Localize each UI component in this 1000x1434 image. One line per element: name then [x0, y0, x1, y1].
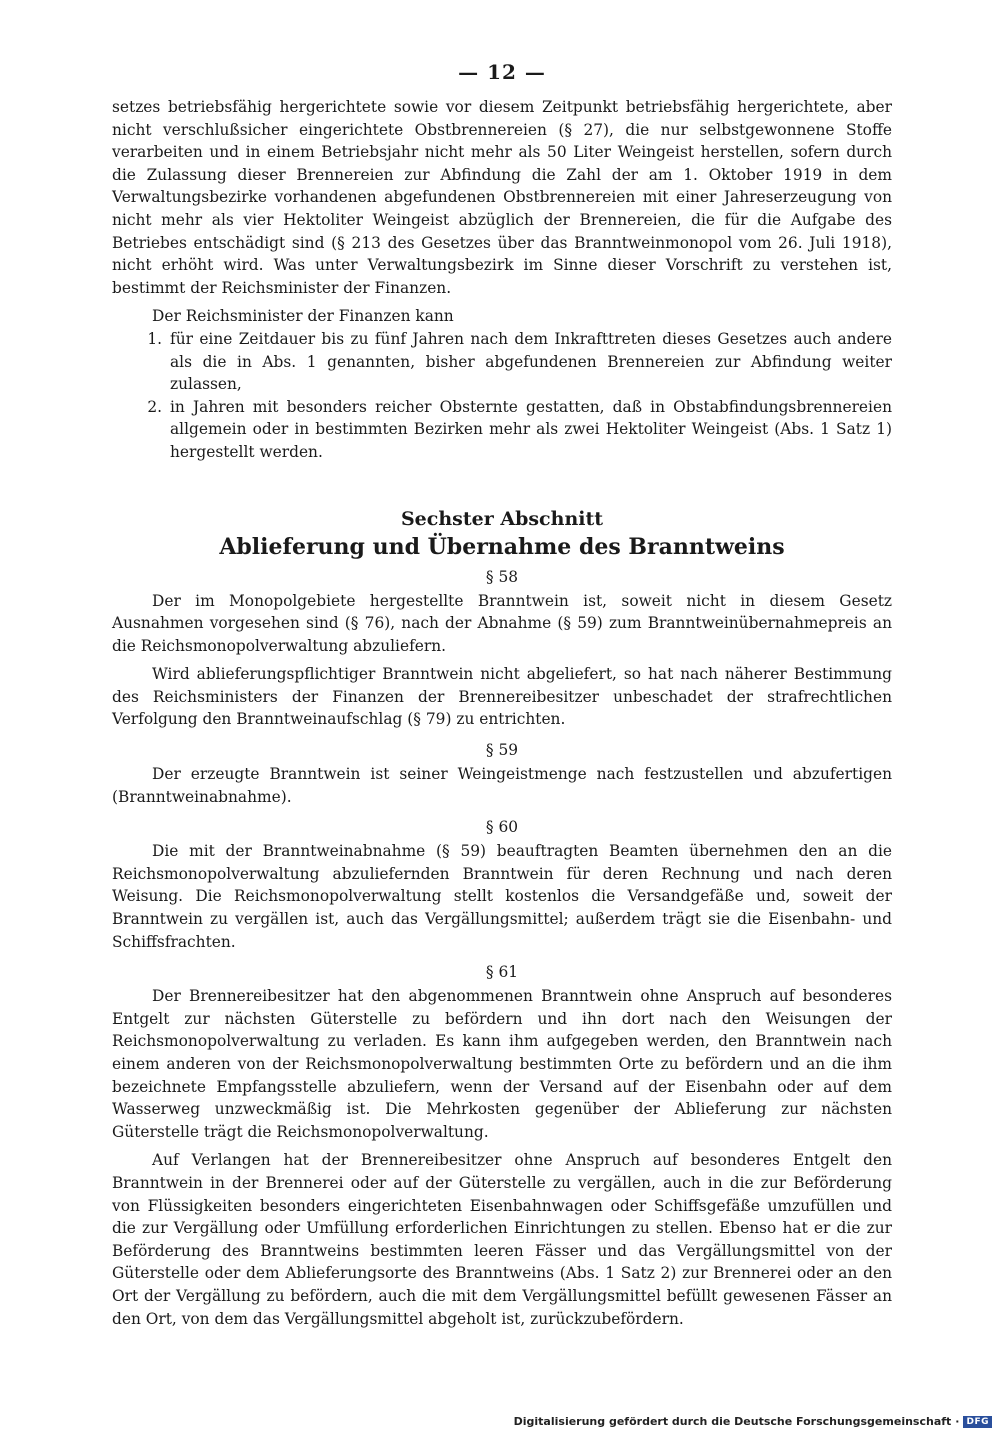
- footer-credit: Digitalisierung gefördert durch die Deutsche Forschungsgemeinschaft: [513, 1415, 952, 1428]
- section-subtitle: Ablieferung und Übernahme des Branntweins: [219, 533, 785, 560]
- paragraph-60-text-1: Die mit der Branntweinabnahme (§ 59) beauftragten Beamten übernehmen den an die Reichsmonopolverwaltung abzuliefernden Branntwein für deren Rechnung und nach deren Weisung. Die Reichsmonopolverwaltung stellt kostenlos die Versandgefäße und, soweit der Branntwein zu vergällen ist, auch das Vergällungsmittel; außerdem trägt sie die Eisenbahn- und Schiffsfrachten.: [112, 842, 892, 951]
- list-item: [112, 328, 892, 396]
- list-item-number: 1.: [147, 329, 162, 348]
- page-number: — 12 —: [458, 60, 546, 84]
- paragraph-heading-58: § 58: [485, 567, 519, 586]
- dfg-logo: DFG: [963, 1416, 992, 1428]
- section-title: Sechster Abschnitt: [400, 507, 604, 530]
- list-item-number: 2.: [147, 397, 162, 416]
- intro-paragraph: setzes betriebsfähig hergerichtete sowie vor diesem Zeitpunkt betriebsfähig hergerichtete, aber nicht verschlußsicher eingerichtete Obstbrennereien (§ 27), die nur selbstgewonnene Stoffe verarbeiten und in einem Betriebsjahr nicht mehr als 50 Liter Weingeist herstellen, sofern durch die Zulassung dieser Brennereien zur Abfindung die Zahl der am 1. Oktober 1919 in dem Verwaltungsbezirke vorhandenen abgefundenen Obstbrennereien mit einer Jahreserzeugung von nicht mehr als vier Hektoliter Weingeist abzüglich der Brennereien, die für die Aufgabe des Betriebes entschädigt sind (§ 213 des Gesetzes über das Branntweinmonopol vom 26. Juli 1918), nicht erhöht wird. Was unter Verwaltungsbezirk im Sinne dieser Vorschrift zu verstehen ist, bestimmt der Reichsminister der Finanzen.: [112, 98, 892, 297]
- list-item-text: für eine Zeitdauer bis zu fünf Jahren nach dem Inkrafttreten dieses Gesetzes auch andere als die in Abs. 1 genannten, bisher abgefundenen Brennereien zur Abfindung weiter zulassen,: [170, 329, 892, 394]
- document-page: [112, 60, 892, 1330]
- paragraph-58-text-2: Wird ablieferungspflichtiger Branntwein nicht abgeliefert, so hat nach näherer Bestimmung des Reichsministers der Finanzen der Brennereibesitzer unbeschadet der strafrechtlichen Verfolgung den Branntweinaufschlag (§ 79) zu entrichten.: [112, 665, 892, 729]
- digitization-footer: Digitalisierung gefördert durch die Deutsche Forschungsgemeinschaft · DFG: [514, 1415, 992, 1428]
- paragraph-59-text-1: Der erzeugte Branntwein ist seiner Weingeistmenge nach festzustellen und abzufertigen (Branntweinabnahme).: [112, 765, 892, 806]
- enumerated-list: [112, 328, 892, 464]
- list-item-text: in Jahren mit besonders reicher Obsternte gestatten, daß in Obstabfindungsbrennereien allgemein oder in bestimmten Bezirken mehr als zwei Hektoliter Weingeist (Abs. 1 Satz 1) hergestellt werden.: [170, 397, 892, 461]
- list-item: [112, 396, 892, 464]
- paragraph-61-text-2: Auf Verlangen hat der Brennereibesitzer ohne Anspruch auf besonderes Entgelt den Branntwein in der Brennerei oder auf der Güterstelle zu vergällen, auch in die zur Beförderung von Flüssigkeiten besonders eingerichteten Eisenbahnwagen oder Schiffsgefäße umzufüllen und die zur Vergällung oder Umfüllung erforderlichen Einrichtungen zu stellen. Ebenso hat er die zur Beförderung des Branntweins bestimmten leeren Fässer und das Vergällungsmittel von der Güterstelle oder dem Ablieferungsorte des Branntweins (Abs. 1 Satz 2) zur Brennerei oder an den Ort der Vergällung zu befördern, auch die mit dem Vergällungsmittel befüllt gewesenen Fässer an den Ort, von dem das Vergällungsmittel abgeholt ist, zurückzubefördern.: [112, 1151, 892, 1328]
- paragraph-heading-59: § 59: [485, 741, 519, 760]
- minister-line: Der Reichsminister der Finanzen kann: [152, 307, 454, 326]
- paragraph-heading-60: § 60: [485, 818, 519, 837]
- paragraph-58-text-1: Der im Monopolgebiete hergestellte Branntwein ist, soweit nicht in diesem Gesetz Ausnahmen vorgesehen sind (§ 76), nach der Abnahme (§ 59) zum Branntweinübernahmepreis an die Reichsmonopolverwaltung abzuliefern.: [112, 591, 892, 655]
- paragraph-heading-61: § 61: [485, 963, 519, 982]
- paragraph-61-text-1: Der Brennereibesitzer hat den abgenommenen Branntwein ohne Anspruch auf besonderes Entgelt zur nächsten Güterstelle zu befördern und ihn dort nach den Weisungen der Reichsmonopolverwaltung zu verladen. Es kann ihm aufgegeben werden, den Branntwein nach einem anderen von der Reichsmonopolverwaltung bestimmten Orte zu befördern und an die ihm bezeichnete Empfangsstelle abzuliefern, wenn der Versand auf der Eisenbahn oder auf dem Wasserweg unzweckmäßig ist. Die Mehrkosten gegenüber der Ablieferung zur nächsten Güterstelle trägt die Reichsmonopolverwaltung.: [112, 987, 892, 1141]
